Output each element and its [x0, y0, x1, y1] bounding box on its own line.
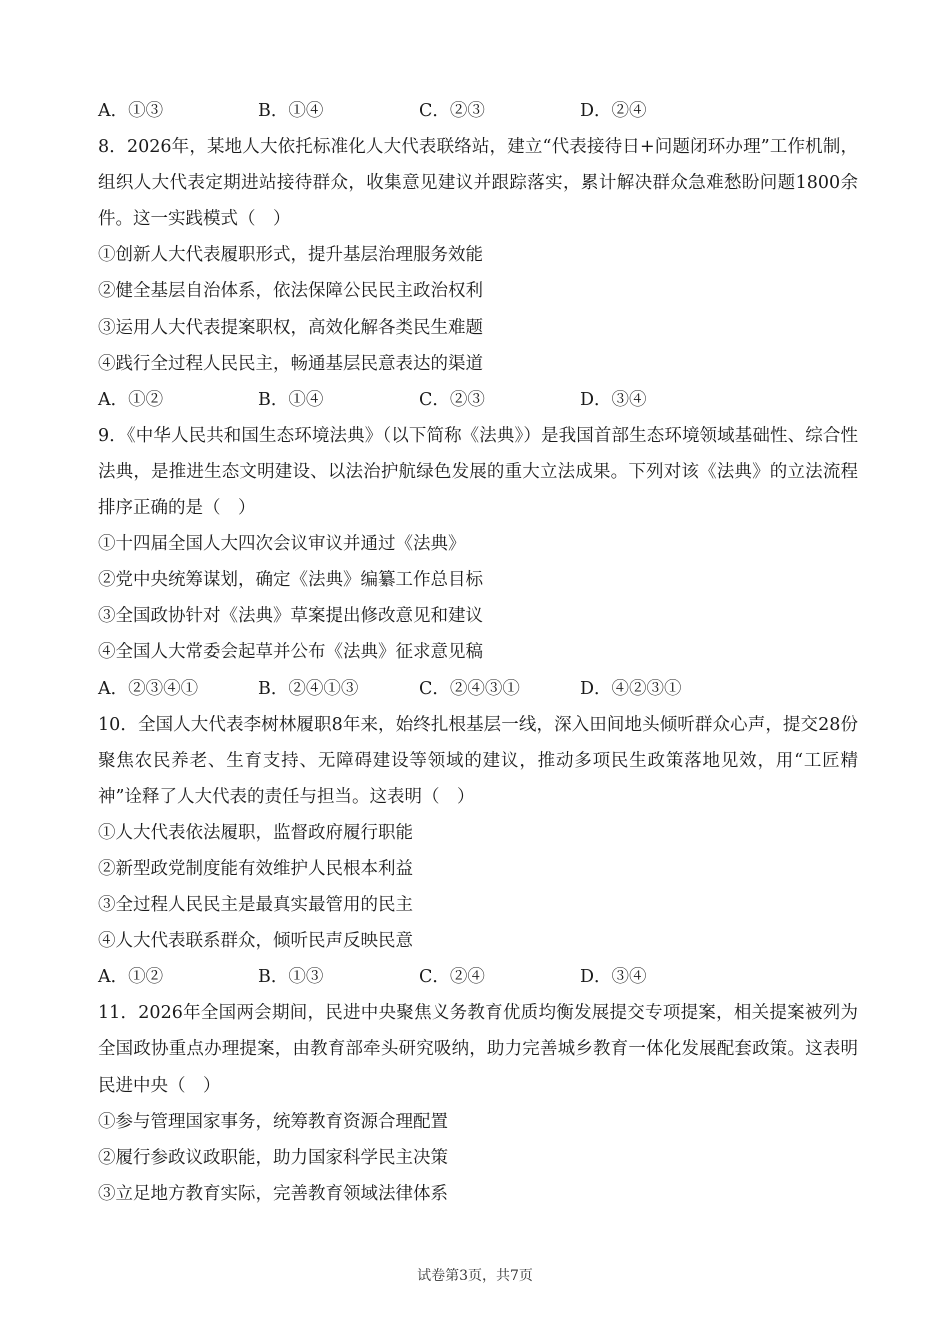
q9-item-3: ③全国政协针对《法典》草案提出修改意见和建议: [98, 606, 483, 627]
q10-option-c: C．②④: [419, 967, 485, 988]
q10-option-a: A．①②: [98, 967, 164, 988]
q8-item-3: ③运用人大代表提案职权，高效化解各类民生难题: [98, 317, 483, 338]
page-footer: 试卷第3页，共7页: [417, 1268, 533, 1284]
q10-item-1: ①人大代表依法履职，监督政府履行职能: [98, 822, 413, 843]
exam-content: [98, 93, 858, 1212]
q8-option-b: B．①④: [258, 389, 324, 410]
q8-item-2: ②健全基层自治体系，依法保障公民民主政治权利: [98, 281, 483, 302]
q9-options: [98, 671, 858, 707]
q11-item-2: ②履行参政议政职能，助力国家科学民主决策: [98, 1147, 448, 1168]
q8-option-c: C．②③: [419, 389, 485, 410]
q8-options: [98, 382, 858, 418]
q10-item-4: ④人大代表联系群众，倾听民声反映民意: [98, 931, 413, 952]
q7-option-a: A．①③: [98, 101, 164, 121]
q11-stem: 11．2026年全国两会期间，民进中央聚焦义务教育优质均衡发展提交专项提案，相关提案被列为全国政协重点办理提案，由教育部牵头研究吸纳，助力完善城乡教育一体化发展配套政策。这表明民进中央（ ）: [98, 1003, 858, 1096]
q10-options: [98, 959, 858, 995]
q9-option-c: C．②④③①: [419, 678, 520, 699]
q9-option-d: D．④②③①: [580, 678, 682, 699]
q9-option-b: B．②④①③: [258, 678, 359, 699]
q10-item-3: ③全过程人民民主是最真实最管用的民主: [98, 895, 413, 916]
q9-stem: 9．《中华人民共和国生态环境法典》（以下简称《法典》）是我国首部生态环境领域基础性、综合性法典，是推进生态文明建设、以法治护航绿色发展的重大立法成果。下列对该《法典》的立法流程排序正确的是（ ）: [98, 425, 858, 519]
q10-item-2: ②新型政党制度能有效维护人民根本利益: [98, 858, 413, 879]
q8-item-4: ④践行全过程人民民主，畅通基层民意表达的渠道: [98, 353, 483, 374]
q11-item-3: ③立足地方教育实际，完善教育领域法律体系: [98, 1183, 448, 1204]
q10-option-d: D．③④: [580, 967, 647, 988]
q8-stem: 8．2026年，某地人大依托标准化人大代表联络站，建立“代表接待日+问题闭环办理”工作机制，组织人大代表定期进站接待群众，收集意见建议并跟踪落实，累计解决群众急难愁盼问题1800余件。这一实践模式（ ）: [98, 137, 858, 230]
q7-option-c: C．②③: [419, 101, 485, 121]
q8-option-d: D．③④: [580, 389, 647, 410]
q11-item-1: ①参与管理国家事务，统筹教育资源合理配置: [98, 1111, 448, 1132]
q9-option-a: A．②③④①: [98, 678, 199, 699]
q7-option-d: D．②④: [580, 101, 647, 121]
q9-item-4: ④全国人大常委会起草并公布《法典》征求意见稿: [98, 642, 483, 663]
q9-item-2: ②党中央统筹谋划，确定《法典》编纂工作总目标: [98, 570, 483, 591]
q7-option-b: B．①④: [258, 101, 324, 121]
q8-option-a: A．①②: [98, 389, 164, 410]
q7-options: [98, 93, 858, 129]
q10-stem: 10．全国人大代表李树林履职8年来，始终扎根基层一线，深入田间地头倾听群众心声，提交28份聚焦农民养老、生育支持、无障碍建设等领域的建议，推动多项民生政策落地见效，用“工匠精神”诠释了人大代表的责任与担当。这表明（ ）: [98, 714, 858, 807]
q8-item-1: ①创新人大代表履职形式，提升基层治理服务效能: [98, 245, 483, 266]
q9-item-1: ①十四届全国人大四次会议审议并通过《法典》: [98, 534, 466, 555]
q10-option-b: B．①③: [258, 967, 324, 988]
